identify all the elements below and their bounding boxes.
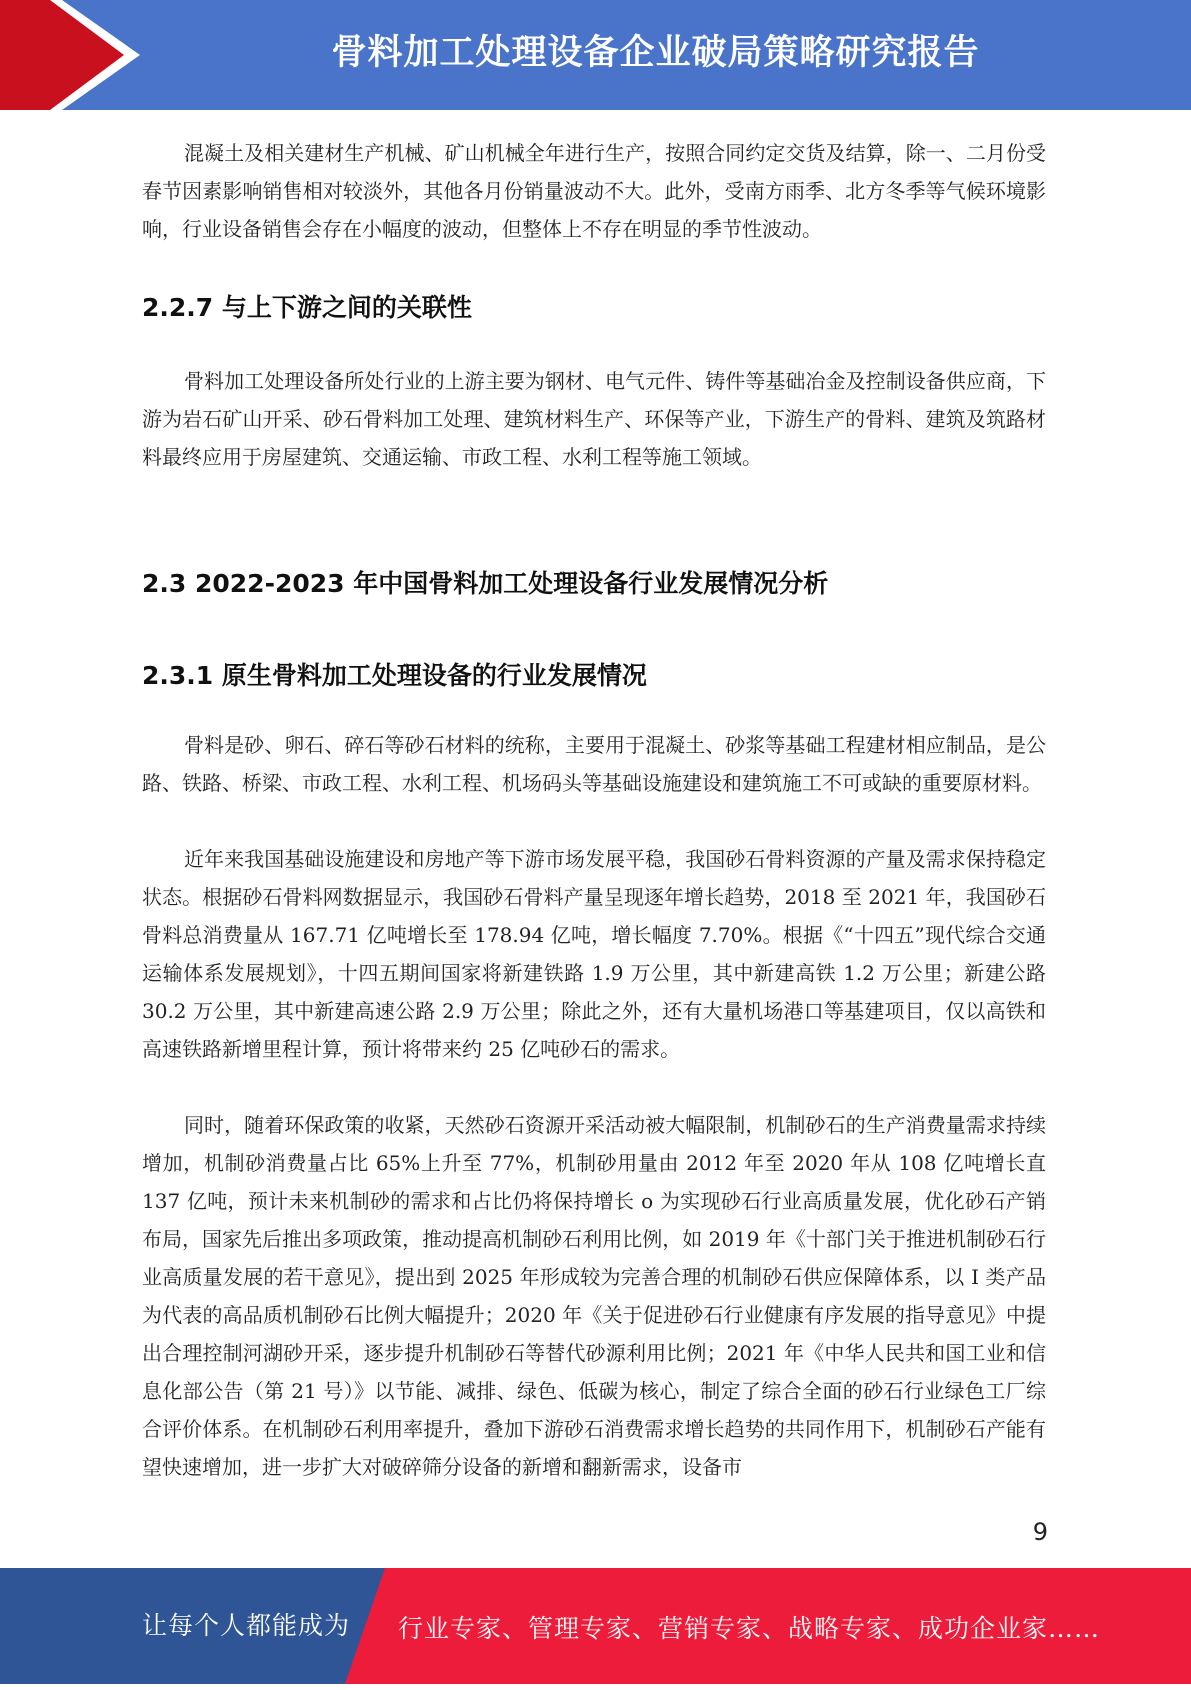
footer-slogan-right: 行业专家、管理专家、营销专家、战略专家、成功企业家…… <box>398 1614 1101 1643</box>
paragraph-market-demand: 近年来我国基础设施建设和房地产等下游市场发展平稳，我国砂石骨料资源的产量及需求保持稳定状态。根据砂石骨料网数据显示，我国砂石骨料产量呈现逐年增长趋势，2018 至 2021 年，我国砂石骨料总消费量从 167.71 亿吨增长至 178.94 亿吨，增长幅度 7.70%。根据《“十四五”现代综合交通运输体系发展规划》，十四五期间国家将新建铁路 1.9 万公里，其中新建高铁 1.2 万公里；新建公路 30.2 万公里，其中新建高速公路 2.9 万公里；除此之外，还有大量机场港口等基建项目，仅以高铁和高速铁路新增里程计算，预计将带来约 25 亿吨砂石的需求。 <box>142 847 1046 1061</box>
section-heading-2-3: 2.3 2022-2023 年中国骨料加工处理设备行业发展情况分析 <box>142 569 829 598</box>
header-chevron-shape <box>0 0 150 110</box>
report-title: 骨料加工处理设备企业破局策略研究报告 <box>331 33 980 73</box>
paragraph-aggregate-definition: 骨料是砂、卵石、碎石等砂石材料的统称，主要用于混凝土、砂浆等基础工程建材相应制品，是公路、铁路、桥梁、市政工程、水利工程、机场码头等基础设施建设和建筑施工不可或缺的重要原材料。 <box>142 733 1046 795</box>
page-number: 9 <box>1032 1518 1048 1546</box>
page-content <box>142 134 1046 1486</box>
paragraph-seasonality: 混凝土及相关建材生产机械、矿山机械全年进行生产，按照合同约定交货及结算，除一、二月份受春节因素影响销售相对较淡外，其他各月份销量波动不大。此外，受南方雨季、北方冬季等气候环境影响，行业设备销售会存在小幅度的波动，但整体上不存在明显的季节性波动。 <box>142 141 1046 241</box>
paragraph-upstream-downstream: 骨料加工处理设备所处行业的上游主要为钢材、电气元件、铸件等基础冶金及控制设备供应商，下游为岩石矿山开采、砂石骨料加工处理、建筑材料生产、环保等产业，下游生产的骨料、建筑及筑路材料最终应用于房屋建筑、交通运输、市政工程、水利工程等施工领域。 <box>142 369 1046 469</box>
footer-slogan-left: 让每个人都能成为 <box>142 1611 351 1640</box>
section-heading-2-2-7: 2.2.7 与上下游之间的关联性 <box>142 293 472 322</box>
page-header <box>0 0 1191 110</box>
paragraph-policy: 同时，随着环保政策的收紧，天然砂石资源开采活动被大幅限制，机制砂石的生产消费量需求持续增加，机制砂消费量占比 65%上升至 77%，机制砂用量由 2012 年至 2020 年从 108 亿吨增长直 137 亿吨，预计未来机制砂的需求和占比仍将保持增长 o 为实现砂石行业高质量发展，优化砂石产销布局，国家先后推出多项政策，推动提高机制砂石利用比例，如 2019 年《十部门关于推进机制砂石行业高质量发展的若干意见》，提出到 2025 年形成较为完善合理的机制砂石供应保障体系，以 I 类产品为代表的高品质机制砂石比例大幅提升；2020 年《关于促进砂石行业健康有序发展的指导意见》中提出合理控制河湖砂开采，逐步提升机制砂石等替代砂源利用比例；2021 年《中华人民共和国工业和信息化部公告（第 21 号）》以节能、减排、绿色、低碳为核心，制定了综合全面的砂石行业绿色工厂综合评价体系。在机制砂石利用率提升，叠加下游砂石消费需求增长趋势的共同作用下，机制砂石产能有望快速增加，进一步扩大对破碎筛分设备的新增和翻新需求，设备市 <box>142 1113 1046 1479</box>
page-footer <box>0 1568 1191 1684</box>
section-heading-2-3-1: 2.3.1 原生骨料加工处理设备的行业发展情况 <box>142 661 647 690</box>
